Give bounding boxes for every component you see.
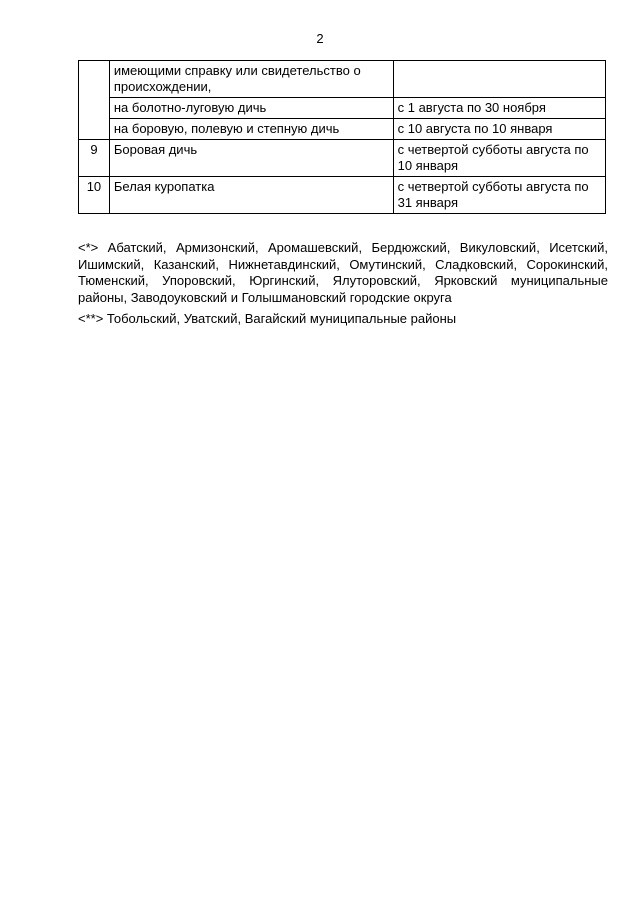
footnote-2: <**> Тобольский, Уватский, Вагайский муниципальные районы xyxy=(78,311,457,326)
row-number-cell: 10 xyxy=(79,177,110,214)
description-cell: имеющими справку или свидетельство о происхождении, xyxy=(109,61,393,98)
description-cell: Боровая дичь xyxy=(109,140,393,177)
table-row xyxy=(79,98,606,119)
description-cell: Белая куропатка xyxy=(109,177,393,214)
hunting-seasons-table xyxy=(78,60,606,214)
description-cell: на болотно-луговую дичь xyxy=(109,98,393,119)
period-cell: с 10 августа по 10 января xyxy=(393,119,605,140)
period-cell: с 1 августа по 30 ноября xyxy=(393,98,605,119)
period-cell: с четвертой субботы августа по 10 января xyxy=(393,140,605,177)
table-row xyxy=(79,177,606,214)
row-number-cell xyxy=(79,61,110,140)
period-cell xyxy=(393,61,605,98)
table-row xyxy=(79,140,606,177)
row-number-cell: 9 xyxy=(79,140,110,177)
footnote-1: <*> Абатский, Армизонский, Аромашевский, Бердюжский, Викуловский, Исетский, Ишимский, Казанский, Нижнетавдинский, Омутинский, Сладковский, Сорокинский, Тюменский, Упоровский, Юргинский, Ялуторовский, Ярковский муниципальные районы, Заводоуковский и Голышмановский городские округа xyxy=(78,240,608,305)
period-cell: с четвертой субботы августа по 31 января xyxy=(393,177,605,214)
page-number: 2 xyxy=(316,31,324,46)
description-cell: на боровую, полевую и степную дичь xyxy=(109,119,393,140)
footnotes xyxy=(78,240,608,333)
table-row xyxy=(79,61,606,98)
table-row xyxy=(79,119,606,140)
